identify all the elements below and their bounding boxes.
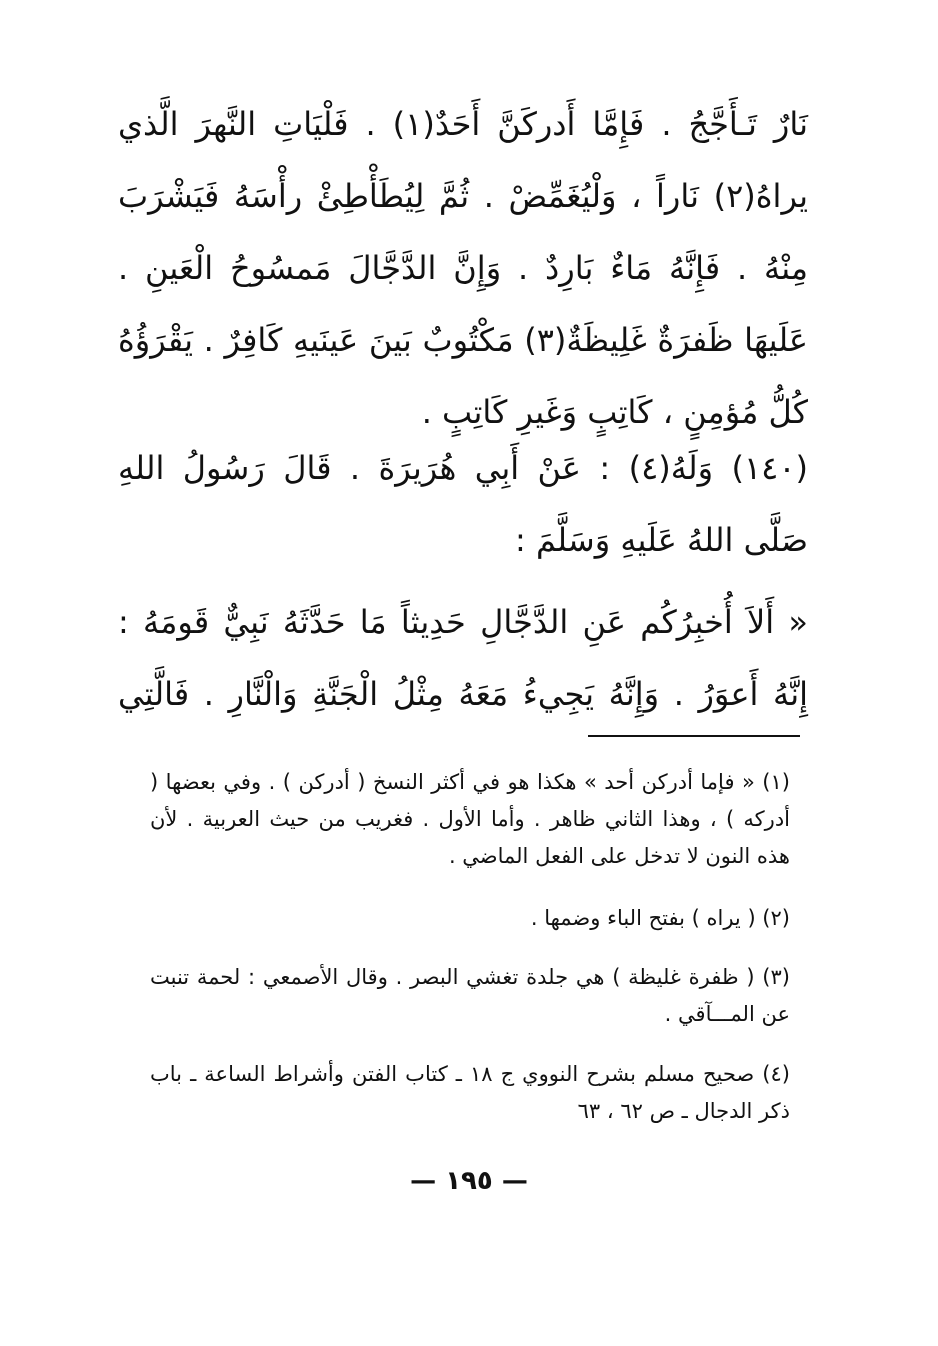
footnote-1: (١) « فإما أدركن أحد » هكذا هو في أكثر النسخ ( أدركن ) . وفي بعضها ( أدركه ) ، وهذا الثاني ظاهر . وأما الأول . فغريب من حيث العربية . لأن هذه النون لا تدخل على الفعل الماضي . — [150, 770, 790, 868]
footnote-separator — [588, 735, 800, 737]
footnote-4: (٤) صحيح مسلم بشرح النووي ج ١٨ ـ كتاب الفتن وأشراط الساعة ـ باب ذكر الدجال ـ ص ٦٢ ، ٦٣ — [150, 1062, 790, 1123]
hadith-140-text: « أَلاَ أُخبِرُكُم عَنِ الدَّجَّالِ حَدِيثاً مَا حَدَّثَهُ نَبِيٌّ قَومَهُ : إِنَّهُ أَعوَرُ . وَإِنَّهُ يَجِيءُ مَعَهُ مِثْلُ الْجَنَّةِ وَالْنَّارِ . فَالَّتِي — [118, 603, 808, 713]
main-paragraph-1: نَارٌ تَـأَجَّجُ . فَإِمَّا أَدركَنَّ أَحَدٌ(١) . فَلْيَاتِ النَّهرَ الَّذي يراهُ(٢) نَاراً ، وَلْيُغَمِّضْ . ثُمَّ لِيُطَأْطِئْ رأْسَهُ فَيَشْرَبَ مِنْهُ . فَإِنَّهُ مَاءٌ بَارِدٌ . وَإِنَّ الدَّجَّالَ مَمسُوحُ الْعَينِ . عَلَيهَا ظَفرَةٌ غَلِيظَةٌ(٣) مَكْتُوبٌ بَينَ عَينَيهِ كَافِرٌ . يَقْرَؤُهُ كُلُّ مُؤمِنٍ ، كَاتِبٍ وَغَيرِ كَاتِبٍ . — [118, 105, 808, 431]
page-number: — ١٩٥ — — [410, 1166, 528, 1196]
footnote-2: (٢) ( يراه ) بفتح الباء وضمها . — [530, 906, 790, 930]
footnote-3: (٣) ( ظفرة غليظة ) هي جلدة تغشي البصر . وقال الأصمعي : لحمة تنبت عن المـــآقي . — [150, 965, 790, 1026]
hadith-140-intro: (١٤٠) وَلَهُ(٤) : عَنْ أَبِي هُرَيرَةَ . قَالَ رَسُولُ اللهِ صَلَّى اللهُ عَلَيهِ وَسَلَّمَ : — [118, 449, 809, 559]
